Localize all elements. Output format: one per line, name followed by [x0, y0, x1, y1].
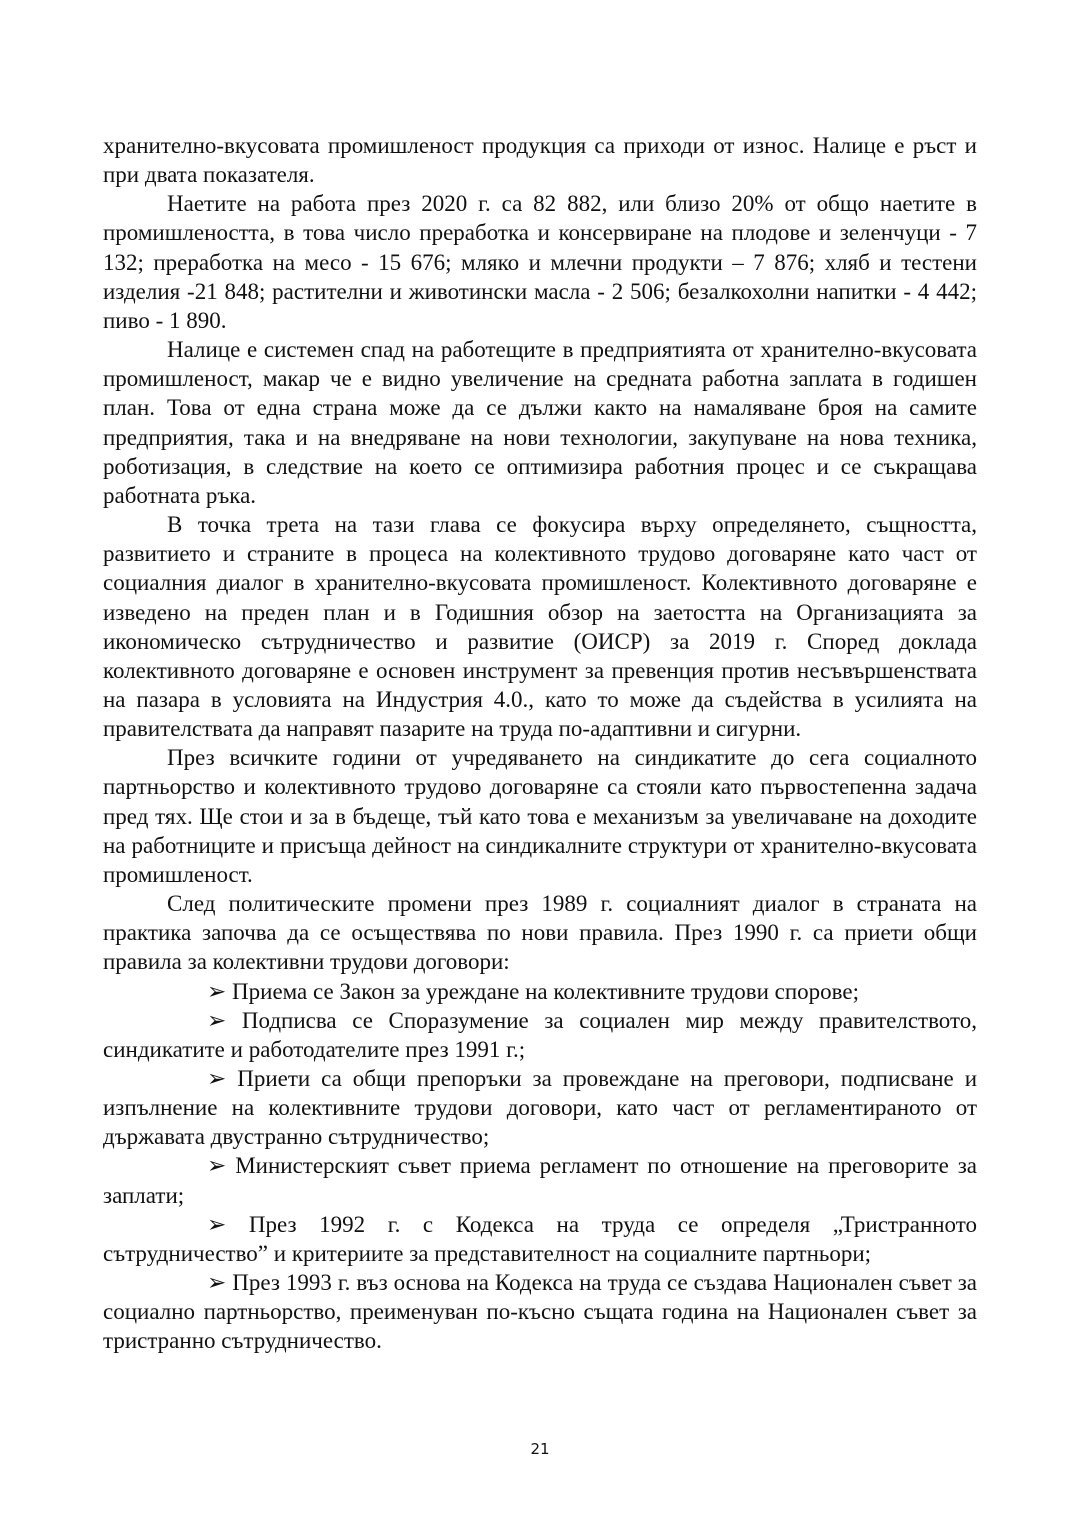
bullet-item	[103, 1006, 977, 1064]
bullet-text: Подписва се Споразумение за социален мир между правителството, синдикатите и работодателите през 1991 г.;	[103, 1007, 977, 1062]
bullet-item	[103, 1064, 977, 1151]
bullet-text: Приети са общи препоръки за провеждане на преговори, подписване и изпълнение на колективните трудови договори, като част от регламентираното от държавата двустранно сътрудничество;	[103, 1066, 977, 1150]
bullet-item	[103, 1151, 977, 1209]
arrow-bullet-icon: ➢	[207, 1270, 227, 1296]
bullet-item	[103, 977, 977, 1006]
arrow-bullet-icon: ➢	[207, 1153, 227, 1179]
arrow-bullet-icon: ➢	[207, 1066, 227, 1091]
paragraph: След политическите промени през 1989 г. социалният диалог в страната на практика започва да се осъществява по нови правила. През 1990 г. са приети общи правила за колективни трудови договори:	[103, 891, 977, 975]
paragraph: В точка трета на тази глава се фокусира върху определянето, същността, развитието и страните в процеса на колективното трудово договаряне като част от социалния диалог в хранително-вкусовата промишленост. Колективното договаряне е изведено на преден план и в Годишния обзор на заетостта на Организацията за икономическо сътрудничество и развитие (ОИСР) за 2019 г. Според доклада колективното договаряне е основен инструмент за превенция против несъвършенствата на пазара в условията на Индустрия 4.0., като то може да съдейства в усилията на правителствата да направят пазарите на труда по-адаптивни и сигурни.	[103, 512, 977, 742]
paragraph: хранително-вкусовата промишленост продукция са приходи от износ. Налице е ръст и при двата показателя.	[103, 133, 977, 188]
document-body	[103, 131, 977, 1356]
page-number: 21	[530, 1440, 550, 1458]
paragraph: Наетите на работа през 2020 г. са 82 882, или близо 20% от общо наетите в промишлеността, в това число преработка и консервиране на плодове и зеленчуци - 7 132; преработка на месо - 15 676; мляко и млечни продукти – 7 876; хляб и тестени изделия -21 848; растителни и животински масла - 2 506; безалкохолни напитки - 4 442; пиво - 1 890.	[103, 191, 977, 333]
arrow-bullet-icon: ➢	[207, 1007, 227, 1033]
bullet-text: През 1993 г. въз основа на Кодекса на труда се създава Национален съвет за социално партньорство, преименуван по-късно същата година на Национален съвет за тристранно сътрудничество.	[103, 1270, 978, 1354]
bullet-item	[103, 1210, 977, 1268]
bullet-text: Приема се Закон за уреждане на колективните трудови спорове;	[232, 978, 859, 1004]
paragraph: Налице е системен спад на работещите в предприятията от хранително-вкусовата промишленост, макар че е видно увеличение на средната работна заплата в годишен план. Това от една страна може да се дължи както на намаляване броя на самите предприятия, така и на внедряване на нови технологии, закупуване на нова техника, роботизация, в следствие на което се оптимизира работния процес и се съкращава работната ръка.	[103, 337, 977, 508]
bullet-item	[103, 1268, 977, 1355]
arrow-bullet-icon: ➢	[207, 978, 227, 1004]
paragraph: През всичките години от учредяването на синдикатите до сега социалното партньорство и колективното трудово договаряне са стояли като първостепенна задача пред тях. Ще стои и за в бъдеще, тъй като това е механизъм за увеличаване на доходите на работниците и присъща дейност на синдикалните структури от хранително-вкусовата промишленост.	[103, 745, 977, 887]
arrow-bullet-icon: ➢	[207, 1211, 227, 1237]
bullet-text: Министерският съвет приема регламент по отношение на преговорите за заплати;	[103, 1153, 978, 1208]
bullet-text: През 1992 г. с Кодекса на труда се определя „Тристранното сътрудничество” и критериите за представителност на социалните партньори;	[103, 1211, 978, 1266]
